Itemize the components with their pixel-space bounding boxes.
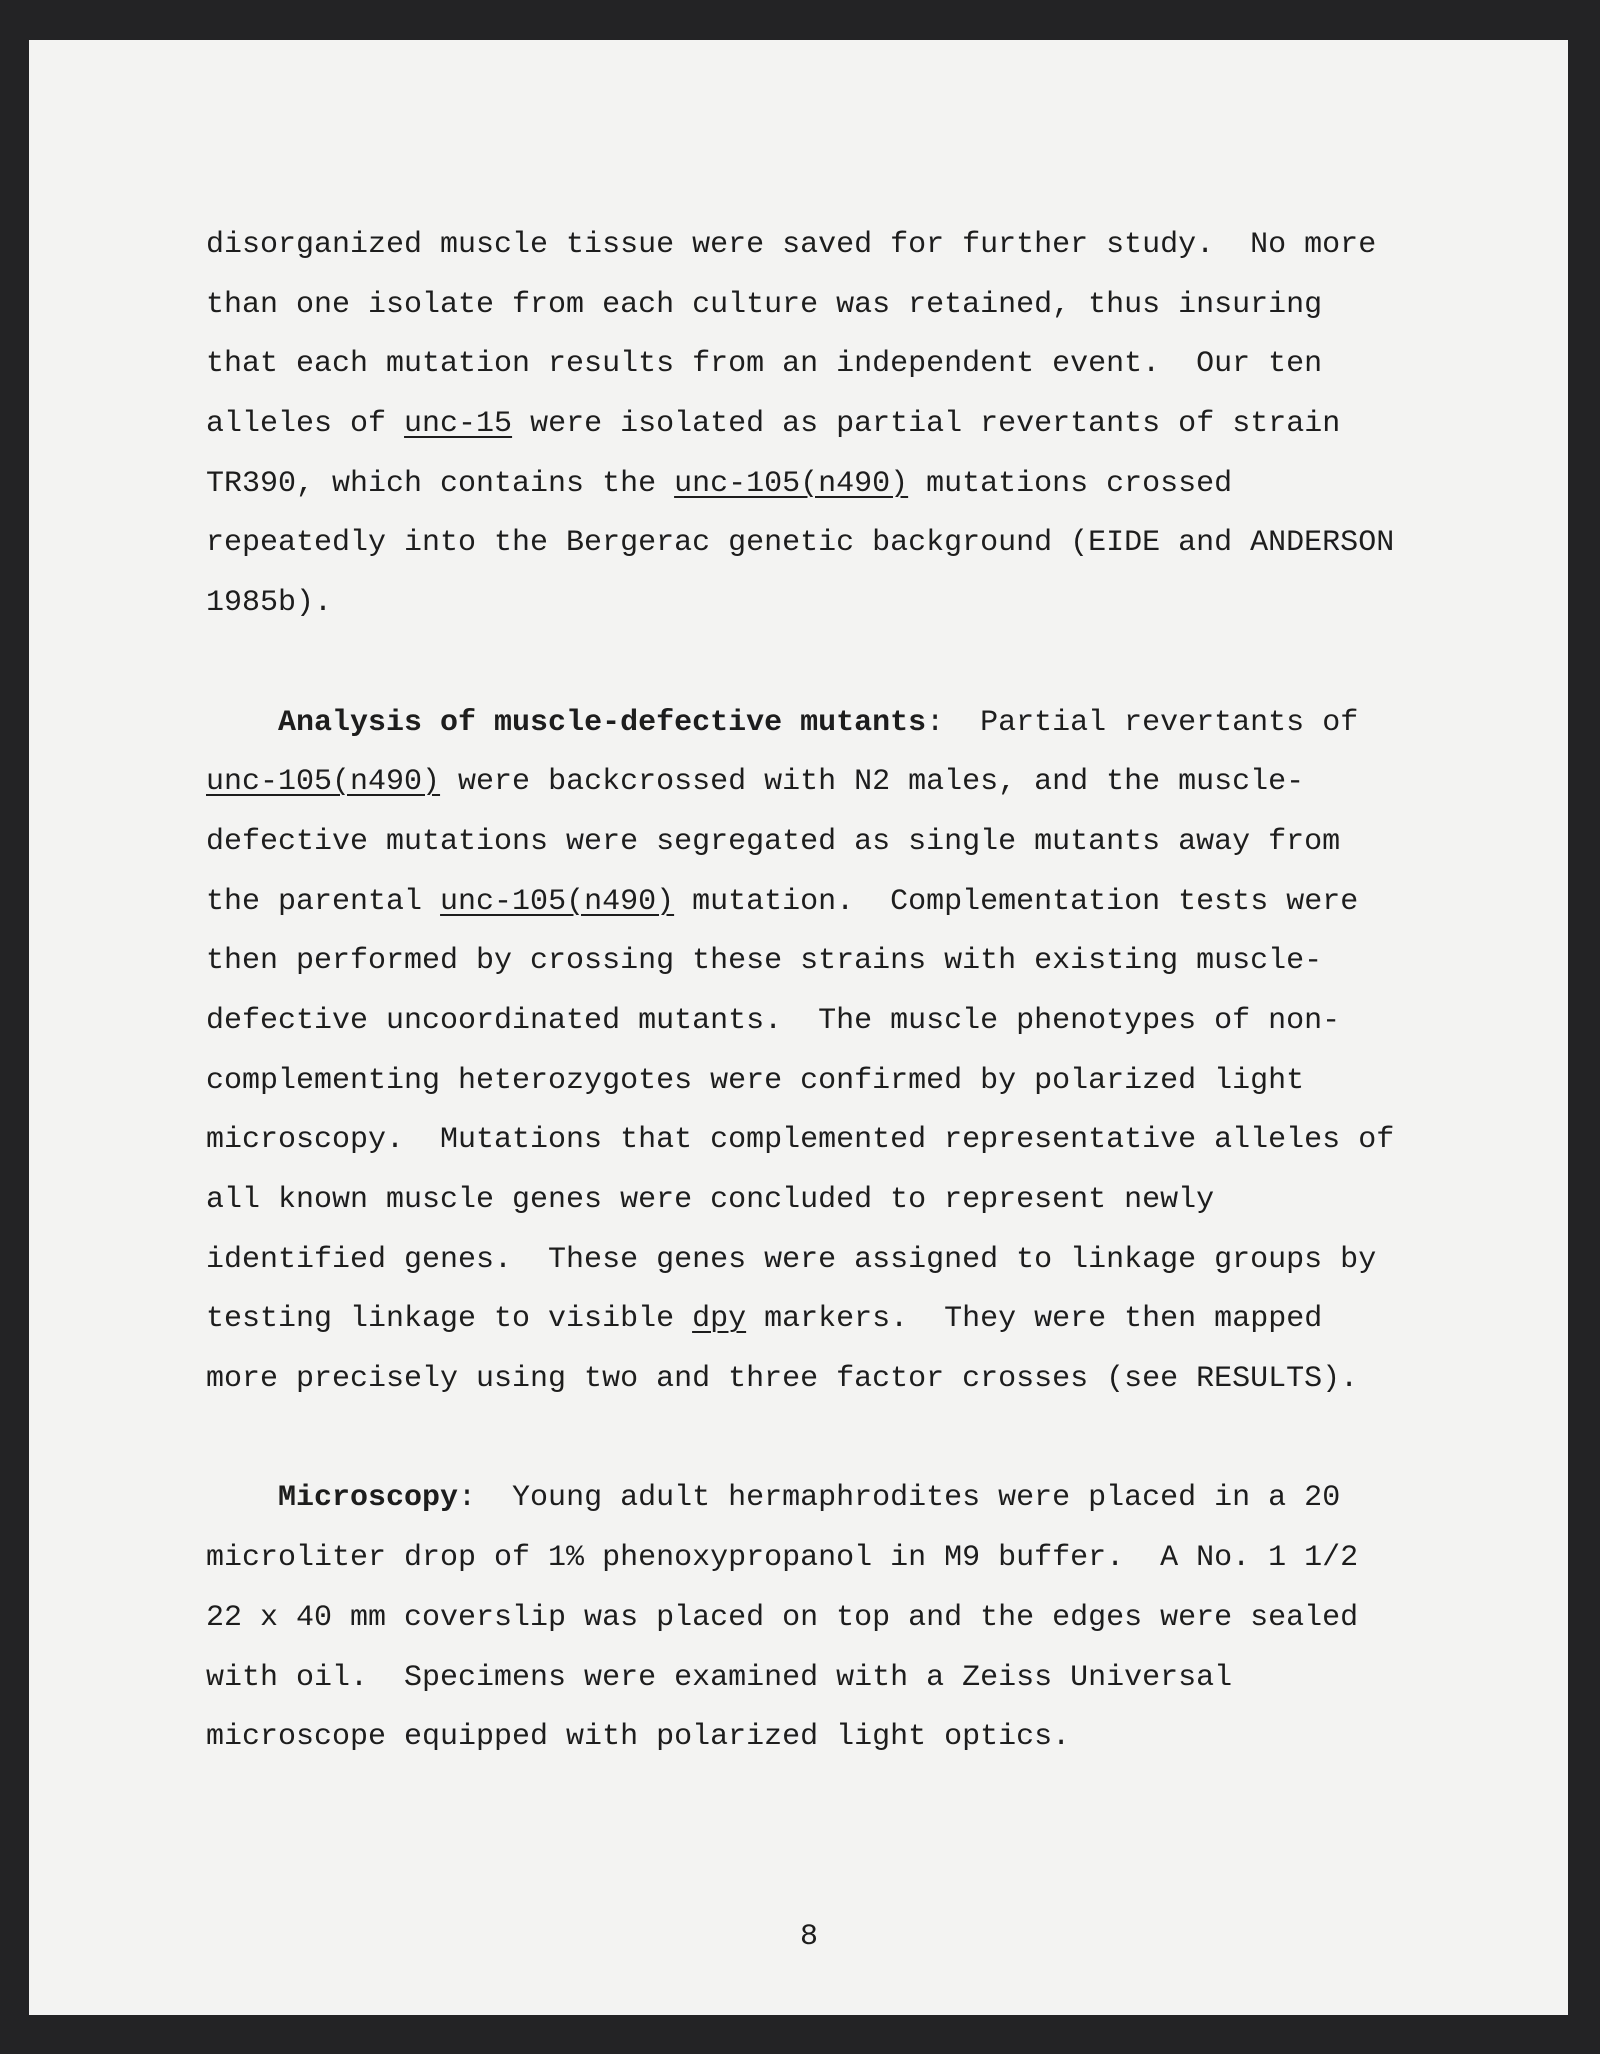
text-line: [206, 873, 1394, 933]
text-line: [206, 1231, 1394, 1291]
text-line: [206, 753, 1394, 813]
body-text: [206, 216, 1394, 1768]
text-line: [206, 1111, 1394, 1171]
section-heading: Analysis of muscle-defective mutants: [278, 705, 927, 740]
underlined-term: unc-105(n490): [440, 884, 675, 919]
text-line: [206, 813, 1394, 873]
text-segment: than one isolate from each culture was retained, thus insuring: [206, 287, 1323, 322]
text-line: [206, 1469, 1394, 1529]
text-line: [206, 992, 1394, 1052]
text-segment: that each mutation results from an independent event. Our ten: [206, 347, 1323, 382]
text-segment: mutations crossed: [908, 466, 1233, 501]
page-number: 8: [800, 1920, 819, 1954]
text-segment: disorganized muscle tissue were saved for further study. No more: [206, 228, 1377, 262]
underlined-term: unc-105(n490): [674, 466, 909, 501]
text-segment: 22 x 40 mm coverslip was placed on top and the edges were sealed: [206, 1600, 1359, 1635]
text-segment: defective mutations were segregated as single mutants away from: [206, 824, 1341, 859]
text-segment: 1985b).: [206, 586, 333, 621]
text-segment: microscope equipped with polarized light optics.: [206, 1720, 1071, 1755]
text-line: [206, 1410, 1394, 1470]
text-segment: [206, 1481, 278, 1515]
text-line: [206, 395, 1394, 455]
text-line: [206, 1589, 1394, 1649]
text-segment: TR390, which contains the: [206, 466, 675, 501]
text-segment: : Young adult hermaphrodites were placed in a 20: [458, 1481, 1341, 1516]
text-segment: identified genes. These genes were assigned to linkage groups by: [206, 1242, 1377, 1277]
text-line: [206, 932, 1394, 992]
text-line: [206, 216, 1394, 276]
text-line: [206, 1529, 1394, 1589]
text-segment: mutation. Complementation tests were: [674, 884, 1359, 919]
document-page: [29, 40, 1568, 2015]
text-segment: all known muscle genes were concluded to represent newly: [206, 1183, 1215, 1217]
text-segment: [206, 706, 278, 740]
underlined-term: dpy: [692, 1302, 747, 1337]
text-line: [206, 1052, 1394, 1112]
text-line: [206, 1290, 1394, 1350]
text-segment: the parental: [206, 884, 441, 919]
text-segment: were backcrossed with N2 males, and the muscle-: [440, 765, 1305, 800]
text-segment: microliter drop of 1% phenoxypropanol in M9 buffer. A No. 1 1/2: [206, 1541, 1359, 1576]
text-segment: defective uncoordinated mutants. The muscle phenotypes of non-: [206, 1003, 1341, 1038]
text-segment: microscopy. Mutations that complemented representative alleles of: [206, 1123, 1395, 1158]
text-line: [206, 455, 1394, 515]
text-line: [206, 1171, 1394, 1231]
text-segment: alleles of: [206, 407, 405, 442]
text-segment: were isolated as partial revertants of strain: [512, 407, 1341, 442]
text-line: [206, 1649, 1394, 1709]
underlined-term: unc-105(n490): [206, 765, 441, 800]
text-segment: : Partial revertants of: [926, 705, 1359, 740]
text-line: [206, 634, 1394, 694]
underlined-term: unc-15: [404, 407, 513, 442]
text-line: [206, 574, 1394, 634]
text-segment: more precisely using two and three factor crosses (see RESULTS).: [206, 1362, 1359, 1397]
text-segment: complementing heterozygotes were confirmed by polarized light: [206, 1063, 1305, 1098]
text-line: [206, 335, 1394, 395]
text-segment: repeatedly into the Bergerac genetic background (EIDE and ANDERSON: [206, 526, 1395, 561]
text-line: [206, 1708, 1394, 1768]
text-segment: with oil. Specimens were examined with a Zeiss Universal: [206, 1660, 1233, 1695]
text-line: [206, 514, 1394, 574]
text-line: [206, 1350, 1394, 1410]
text-line: [206, 276, 1394, 336]
section-heading: Microscopy: [278, 1481, 459, 1516]
text-segment: then performed by crossing these strains with existing muscle-: [206, 944, 1323, 979]
text-line: [206, 694, 1394, 754]
text-segment: testing linkage to visible: [206, 1302, 693, 1337]
text-segment: markers. They were then mapped: [746, 1302, 1323, 1337]
